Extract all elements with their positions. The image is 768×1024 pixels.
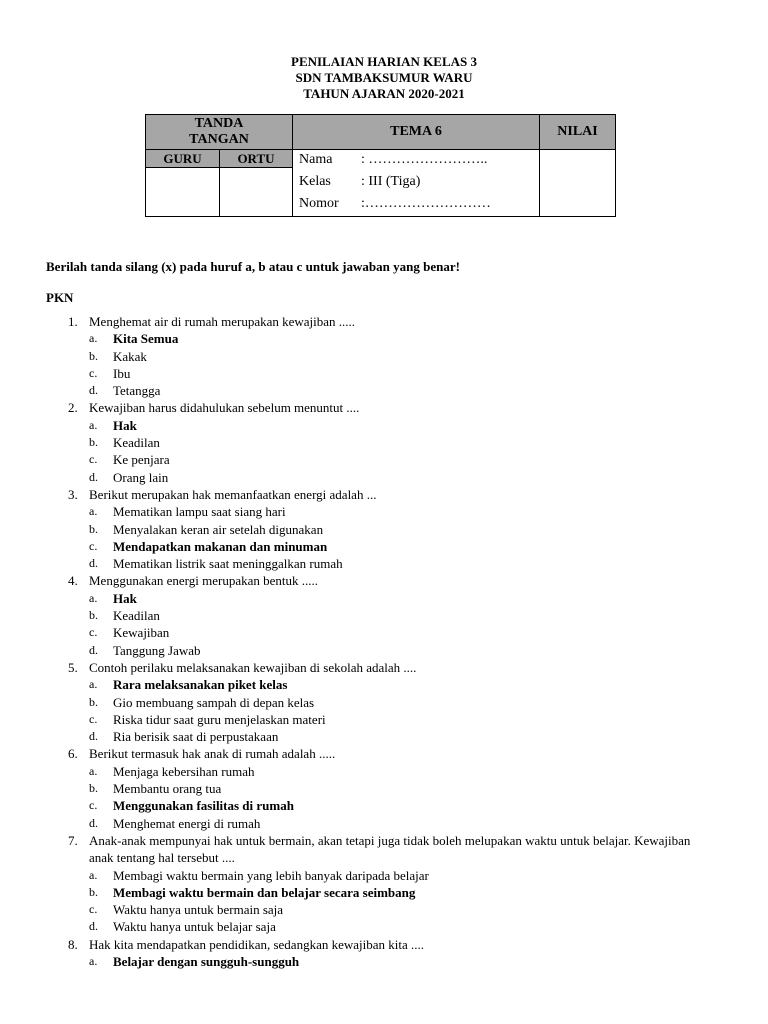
question-number: 3. [68,486,78,502]
answer-option[interactable] [0,867,768,884]
question-item [0,832,768,867]
answer-option[interactable] [0,815,768,832]
answer-option[interactable] [0,676,768,693]
answer-option[interactable] [0,330,768,347]
nama-line: Nama : …………………….. [299,150,539,172]
header-title: PENILAIAN HARIAN KELAS 3 [291,54,477,69]
question-text: Berikut merupakan hak memanfaatkan energi adalah ... [89,486,377,502]
guru-header: GURU [146,150,220,168]
option-letter: b. [89,884,98,899]
option-text: Ibu [113,365,131,381]
option-letter: a. [89,953,98,968]
question-text: Berikut termasuk hak anak di rumah adalah ..... [89,746,336,762]
option-letter: a. [89,417,98,432]
answer-option[interactable] [0,953,768,970]
answer-option[interactable] [0,417,768,434]
nama-field[interactable]: : …………………….. [361,152,488,167]
option-letter: a. [89,590,98,605]
option-text: Waktu hanya untuk bermain saja [113,902,284,918]
option-text: Kakak [113,348,147,364]
answer-option[interactable] [0,451,768,468]
header-school: SDN TAMBAKSUMUR WARU [295,70,473,85]
option-letter: a. [89,331,98,346]
document-header [0,54,768,102]
instruction-text: Berilah tanda silang (x) pada huruf a, b atau c untuk jawaban yang benar! [46,259,460,274]
tanda-tangan-header: TANDA TANGAN [146,115,293,150]
question-text: Anak-anak mempunyai hak untuk bermain, akan tetapi juga tidak boleh melupakan waktu untuk belajar. Kewajiban anak tentang hal tersebut .... [89,832,691,866]
option-letter: d. [89,469,98,484]
option-text: Tanggung Jawab [113,642,201,658]
option-letter: b. [89,521,98,536]
answer-option[interactable] [0,694,768,711]
option-text: Kewajiban [113,625,170,641]
guru-signature-cell [146,168,220,217]
option-text: Waktu hanya untuk belajar saja [113,919,276,935]
answer-option[interactable] [0,728,768,745]
question-number: 1. [68,314,78,329]
answer-option[interactable] [0,780,768,797]
answer-option[interactable] [0,763,768,780]
question-item [0,399,768,416]
answer-option[interactable] [0,555,768,572]
option-text: Ria berisik saat di perpustakaan [113,729,279,745]
answer-option[interactable] [0,607,768,624]
option-letter: a. [89,504,98,519]
question-item [0,313,768,330]
option-text: Membagi waktu bermain yang lebih banyak daripada belajar [113,867,429,883]
option-text: Kita Semua [113,331,179,347]
kelas-field: : III (Tiga) [361,174,421,189]
option-letter: c. [89,452,98,467]
answer-option[interactable] [0,538,768,555]
option-letter: a. [89,763,98,778]
answer-option[interactable] [0,434,768,451]
option-letter: c. [89,538,98,553]
answer-option[interactable] [0,901,768,918]
option-letter: d. [89,383,98,398]
option-letter: c. [89,798,98,813]
option-text: Belajar dengan sungguh-sungguh [113,953,300,969]
option-letter: b. [89,694,98,709]
option-text: Gio membuang sampah di depan kelas [113,694,315,710]
option-text: Membagi waktu bermain dan belajar secara seimbang [113,884,416,900]
ortu-header: ORTU [220,150,293,168]
question-number: 5. [68,659,78,675]
option-letter: d. [89,556,98,571]
question-list [0,313,768,970]
option-letter: b. [89,608,98,623]
option-text: Keadilan [113,435,160,451]
question-text: Hak kita mendapatkan pendidikan, sedangkan kewajiban kita .... [89,936,425,952]
answer-option[interactable] [0,365,768,382]
answer-option[interactable] [0,918,768,935]
option-text: Menggunakan fasilitas di rumah [113,798,294,814]
option-text: Hak [113,417,137,433]
answer-option[interactable] [0,521,768,538]
question-item [0,572,768,589]
option-text: Keadilan [113,608,160,624]
question-item [0,486,768,503]
option-text: Tetangga [113,383,161,399]
question-item [0,936,768,953]
answer-option[interactable] [0,382,768,399]
option-letter: b. [89,781,98,796]
option-letter: c. [89,902,98,917]
subject-heading: PKN [46,290,74,305]
question-item [0,745,768,762]
question-number: 8. [68,936,78,952]
option-text: Hak [113,590,137,606]
option-text: Menjaga kebersihan rumah [113,763,255,779]
question-number: 2. [68,400,78,416]
option-text: Orang lain [113,469,169,485]
tema-header: TEMA 6 [293,115,540,150]
nilai-cell [540,150,616,217]
option-text: Mematikan listrik saat meninggalkan rumah [113,556,343,572]
question-item [0,659,768,676]
option-text: Membantu orang tua [113,781,222,797]
question-number: 6. [68,746,78,762]
answer-option[interactable] [0,348,768,365]
option-letter: d. [89,729,98,744]
option-letter: a. [89,867,98,882]
student-info [293,150,540,217]
option-text: Ke penjara [113,452,170,468]
option-text: Rara melaksanakan piket kelas [113,677,288,693]
option-letter: d. [89,815,98,830]
question-number: 7. [68,832,78,848]
answer-option[interactable] [0,469,768,486]
option-letter: d. [89,642,98,657]
answer-option[interactable] [0,503,768,520]
option-letter: c. [89,365,98,380]
option-letter: c. [89,625,98,640]
option-text: Menghemat energi di rumah [113,815,261,831]
nilai-header: NILAI [540,115,616,150]
answer-option[interactable] [0,711,768,728]
question-text: Kewajiban harus didahulukan sebelum menuntut .... [89,400,360,416]
answer-option[interactable] [0,642,768,659]
answer-option[interactable] [0,884,768,901]
option-text: Mendapatkan makanan dan minuman [113,538,328,554]
kelas-line: Kelas : III (Tiga) [299,172,539,194]
identity-table [145,114,616,217]
nomor-field[interactable]: :……………………… [361,196,491,211]
option-letter: b. [89,348,98,363]
header-year: TAHUN AJARAN 2020-2021 [303,86,465,101]
answer-option[interactable] [0,797,768,814]
ortu-signature-cell [220,168,293,217]
option-text: Mematikan lampu saat siang hari [113,504,286,520]
option-letter: a. [89,677,98,692]
option-letter: c. [89,711,98,726]
option-letter: b. [89,435,98,450]
answer-option[interactable] [0,624,768,641]
question-text: Contoh perilaku melaksanakan kewajiban di sekolah adalah .... [89,659,417,675]
question-number: 4. [68,573,78,589]
question-text: Menggunakan energi merupakan bentuk ..... [89,573,318,589]
question-text: Menghemat air di rumah merupakan kewajiban ..... [89,314,356,329]
answer-option[interactable] [0,590,768,607]
option-text: Menyalakan keran air setelah digunakan [113,521,324,537]
option-text: Riska tidur saat guru menjelaskan materi [113,711,326,727]
option-letter: d. [89,919,98,934]
nomor-line: Nomor :……………………… [299,194,539,216]
